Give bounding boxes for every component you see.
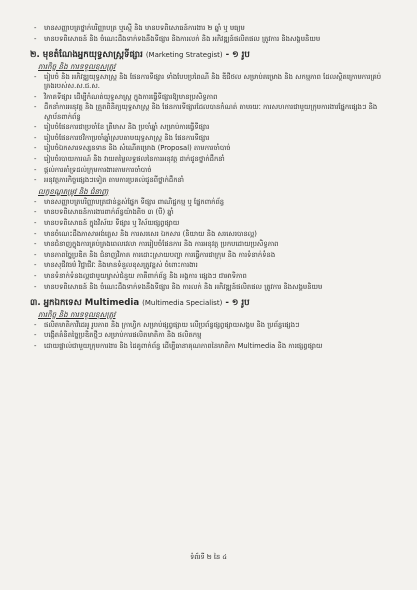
list-item: - រៀបចំផែនការជាប្រចាំខែ ត្រីមាស និង ប្រចាំឆ្នាំ សម្រាប់ការធ្វើទីផ្សារ bbox=[30, 123, 387, 132]
section-marketing-strategist bbox=[30, 49, 387, 292]
list-item: - មានទំនាក់ទំនងល្អជាមួយម្ចាស់ជំនួយ ភាគីពាក់ព័ន្ធ និង អង្គការ ផ្សេងៗ ជាអាទិភាព bbox=[30, 272, 387, 281]
list-item: - មានសញ្ញាបត្រថ្នាក់បរិញ្ញាបត្រ ឬស្មើ និង មានបទពិសោធន៍ការងារ ២ ឆ្នាំ ឬ មធ្យម bbox=[30, 24, 387, 33]
section-title: ២. មុខតំណែងអ្នកយុទ្ធសាស្ត្រទីផ្សារ bbox=[30, 49, 143, 60]
requirements-heading: លក្ខខណ្ឌតម្រូវ និង ជំនាញ bbox=[38, 186, 109, 196]
section-count: - ១ រូប bbox=[225, 49, 250, 60]
section-title: ៣. អ្នកឯកទេស Multimedia bbox=[30, 297, 140, 308]
requirements-list bbox=[30, 198, 387, 292]
list-item: - រៀបចំឯកសារទស្សនទាន និង សំណើគម្រោង (Proposal) តាមការចាំបាច់ bbox=[30, 144, 387, 153]
list-item: - មានបទពិសោធន៍ការងារពាក់ព័ន្ធយ៉ាងតិច ៣ (បី) ឆ្នាំ bbox=[30, 208, 387, 217]
section-title-en: (Multimedia Specialist) bbox=[142, 298, 223, 307]
list-item: - មានបទពិសោធន៍ និង ចំណេះដឹងទាក់ទងនឹងទីផ្សារ និង ការលក់ និង អភិវឌ្ឍន៍ផលិតផល ត្រូវការ និងសង្គមនិយម bbox=[30, 283, 387, 292]
section-count: - ១ រូប bbox=[225, 297, 250, 308]
list-item: - មានបទពិសោធន៍ ក្នុងវិស័យ ទីផ្សារ ឬ វិស័យផ្សព្វផ្សាយ bbox=[30, 219, 387, 228]
page-number: ទំព័រទី ២ នៃ ៤ bbox=[190, 553, 227, 561]
section-title-en: (Marketing Strategist) bbox=[145, 50, 223, 59]
list-item: - រៀបចំរបាយការណ៍ និង វាយតម្លៃលទ្ធផលនៃការអនុវត្ត ដាក់ជូនថ្នាក់ដឹកនាំ bbox=[30, 155, 387, 164]
list-item: - រៀបចំផែនការថវិកាប្រចាំឆ្នាំស្របតាមយុទ្ធសាស្ត្រ និង ផែនការទីផ្សារ bbox=[30, 134, 387, 143]
list-item: - មានសុជីវធម៌ វិជ្ជាជីវៈ និងមានទំនួលខុសត្រូវខ្ពស់ ចំពោះការងារ bbox=[30, 261, 387, 270]
section-multimedia-specialist bbox=[30, 297, 387, 351]
list-item: - មានចំណេះដឹងភាសាអង់គ្លេស និង ការសរសេរ ឯកសារ (និយាយ និង សរសេរបានល្អ) bbox=[30, 230, 387, 239]
section-heading bbox=[30, 49, 387, 61]
duties-heading: ភារកិច្ច និង ការទទួលខុសត្រូវ bbox=[38, 61, 116, 71]
list-item: - ផលិតមាតិកាវីដេអូ រូបភាព និង ក្រាហ្វិក សម្រាប់ផ្សព្វផ្សាយ លើប្រព័ន្ធផ្សព្វផ្សាយសង្គម និង ប្រព័ន្ធផ្សេងៗ bbox=[30, 321, 387, 330]
list-item: - ដោយផ្ទាល់ជាមួយក្រុមការងារ និង ដៃគូពាក់ព័ន្ធ ដើម្បីធានាគុណភាពនៃមាតិកា Multimedia និង ការផ្សព្វផ្សាយ bbox=[30, 342, 387, 351]
list-item: - រៀបចំ និង អភិវឌ្ឍយុទ្ធសាស្ត្រ និង ផែនការទីផ្សារ ទាំងបែបប្រពៃណី និង ឌីជីថល សម្រាប់គម្រោង និង សកម្មភាព ដែលស្ថិតក្រោមការគ្រប់គ្រងរបស់ស.ស.ជ.ស. bbox=[30, 73, 387, 92]
list-item: - មានជំនាញក្នុងការគ្រប់គ្រងពេលវេលា ការរៀបចំផែនការ និង ការអនុវត្ត ប្រកបដោយប្រសិទ្ធភាព bbox=[30, 240, 387, 249]
duties-heading: ភារកិច្ច និង ការទទួលខុសត្រូវ bbox=[38, 309, 116, 319]
duties-list bbox=[30, 73, 387, 186]
intro-bullets bbox=[30, 24, 387, 44]
list-item: - មានបទពិសោធន៍ និង ចំណេះដឹងទាក់ទងនឹងទីផ្សារ និងការលក់ និង អភិវឌ្ឍន៍ផលិតផល ត្រូវការ និងសង្គមនិយម bbox=[30, 35, 387, 44]
list-item: - បង្កើតគំនិតច្នៃប្រឌិតថ្មីៗ សម្រាប់ការផលិតមាតិកា និង ផលិតកម្ម bbox=[30, 331, 387, 340]
duties-list bbox=[30, 321, 387, 351]
list-item: - មានសញ្ញាបត្របរិញ្ញាបត្រជាន់ខ្ពស់ផ្នែក ទីផ្សារ ពាណិជ្ជកម្ម ឬ ផ្នែកពាក់ព័ន្ធ bbox=[30, 198, 387, 207]
list-item: - ផ្តល់ការគាំទ្រដល់ក្រុមការងារតាមការចាំបាច់ bbox=[30, 166, 387, 175]
intro-block bbox=[30, 24, 387, 44]
section-heading bbox=[30, 297, 387, 309]
list-item: - វិភាគទីផ្សារ ដើម្បីកំណត់យុទ្ធសាស្ត្រ ក្នុងការធ្វើទីផ្សារឱ្យមានប្រសិទ្ធភាព bbox=[30, 93, 387, 102]
list-item: - អនុវត្តភារកិច្ចផ្សេងៗទៀត តាមការប្រគល់ជូនពីថ្នាក់ដឹកនាំ bbox=[30, 176, 387, 185]
list-item: - ដឹកនាំការអនុវត្ត និង ត្រួតពិនិត្យយុទ្ធសាស្ត្រ និង ផែនការទីផ្សារដែលបានកំណត់ តាមរយៈ ការសហការជាមួយក្រុមការងារផ្នែកផ្សេងៗ និង ស្ថាប័នពាក់ព័ន្ធ bbox=[30, 103, 387, 122]
list-item: - មានភាពច្នៃប្រឌិត និង ជំនាញវិភាគ ការដោះស្រាយបញ្ហា ការធ្វើការជាក្រុម និង ការទំនាក់ទំនង bbox=[30, 251, 387, 260]
